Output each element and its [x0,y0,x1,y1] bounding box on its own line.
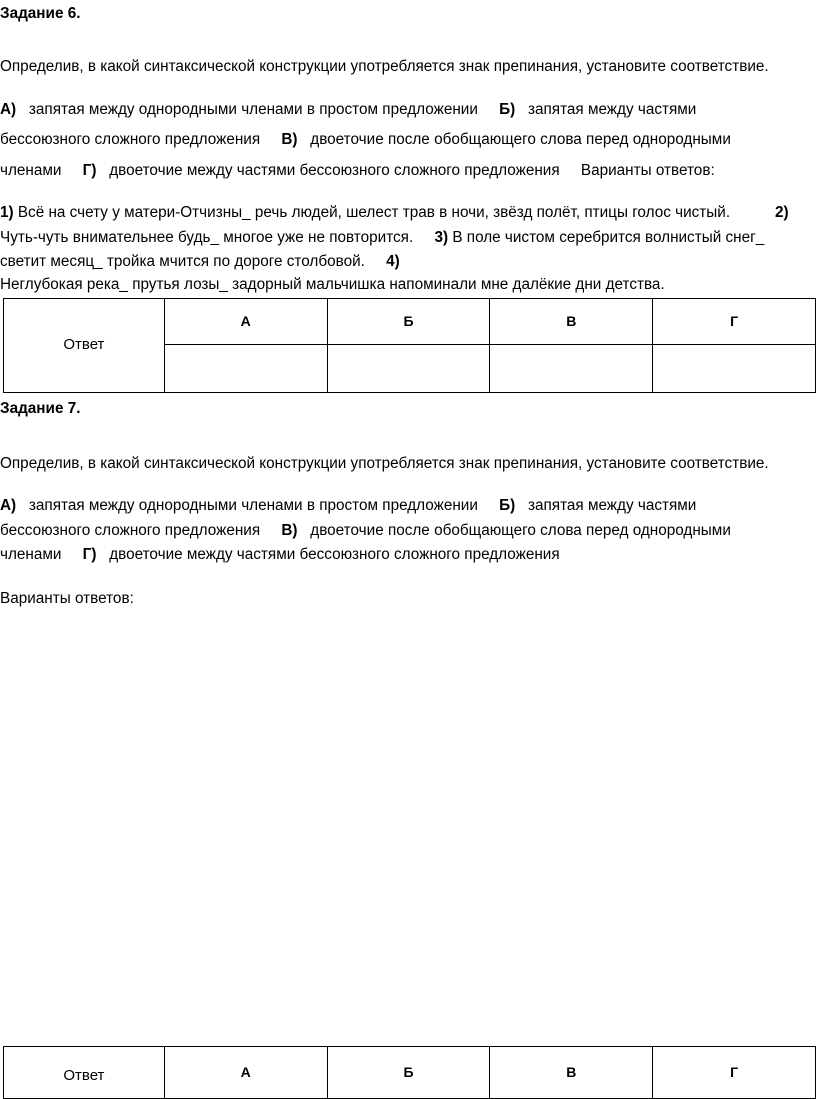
task6-option-v-text: двоеточие после обобщающего слова перед однородными [310,131,731,148]
task7-option-b-text-cont: бессоюзного сложного предложения [0,522,261,539]
task6-option-b-text: запятая между частями [527,101,697,118]
task6-answer-cell-b[interactable] [327,345,490,393]
task7-answer-table [3,1046,816,1099]
task6-answer-table [3,298,816,393]
task7-option-a-label: А) [0,497,17,514]
task6-answer-label: Ответ [4,299,165,393]
task6-option-a-text: запятая между однородными членами в простом предложении [28,101,478,118]
task6-col-b: Б [327,299,490,345]
task7-option-g-label: Г) [82,546,97,563]
task6-sentence3-text: В поле чистом серебрится волнистый снег_ [452,229,765,246]
task6-sentence2-text: Чуть-чуть внимательнее будь_ многое уже не повторится. [0,229,414,246]
task6-option-v-label: В) [281,131,298,148]
task7-col-a: А [164,1047,327,1099]
task7-option-b-text: запятая между частями [527,497,697,514]
task6-instruction: Определив, в какой синтаксической конструкции употребляется знак препинания, установите соответствие. [0,58,769,75]
task6-option-a-label: А) [0,101,17,118]
task6-sentence4-text: Неглубокая река_ прутья лозы_ задорный мальчишка напоминали мне далёкие дни детства. [0,276,665,293]
task7-option-v-label: В) [281,522,298,539]
task7-variants-label: Варианты ответов: [0,590,134,607]
task6-option-b-text-cont: бессоюзного сложного предложения [0,131,261,148]
task6-options-line1 [0,100,696,119]
task7-col-b: Б [327,1047,490,1099]
task6-sentences-line3 [0,252,400,271]
task7-option-v-text-cont: членами [0,546,62,563]
task6-col-v: В [490,299,653,345]
task6-sentence4-num: 4) [386,253,400,270]
task6-options-line2 [0,130,731,149]
task6-sentence1-num: 1) [0,204,14,221]
task6-sentence3-num: 3) [434,229,449,246]
task6-answer-cell-a[interactable] [164,345,327,393]
task6-option-b-label: Б) [499,101,516,118]
task6-col-a: А [164,299,327,345]
task7-option-a-text: запятая между однородными членами в простом предложении [28,497,478,514]
task7-option-v-text: двоеточие после обобщающего слова перед однородными [310,522,731,539]
task6-sentence2-num: 2) [775,204,789,221]
task7-title: Задание 7. [0,400,81,417]
task7-option-b-label: Б) [499,497,516,514]
task7-col-g: Г [653,1047,816,1099]
task7-answer-label: Ответ [4,1047,165,1099]
task6-sentence3-text-cont: светит месяц_ тройка мчится по дороге столбовой. [0,253,365,270]
task6-options-line3 [0,161,715,180]
task7-instruction: Определив, в какой синтаксической конструкции употребляется знак препинания, установите соответствие. [0,455,769,472]
task6-sentences-line2 [0,228,764,247]
task7-col-v: В [490,1047,653,1099]
task6-answer-cell-g[interactable] [653,345,816,393]
task7-options-line2 [0,521,731,540]
task6-answer-cell-v[interactable] [490,345,653,393]
task6-sentence1-text: Всё на счету у матери-Отчизны_ речь людей, шелест трав в ночи, звёзд полёт, птицы голос чистый. [17,204,731,221]
task6-option-g-text: двоеточие между частями бессоюзного сложного предложения [109,162,560,179]
task6-sentences-line1 [0,203,730,222]
task6-title: Задание 6. [0,5,81,22]
task7-options-line3 [0,545,560,564]
task6-option-g-label: Г) [82,162,97,179]
task6-col-g: Г [653,299,816,345]
task7-options-line1 [0,496,696,515]
task6-variants-label: Варианты ответов: [580,162,715,179]
task6-option-v-text-cont: членами [0,162,62,179]
task7-option-g-text: двоеточие между частями бессоюзного сложного предложения [109,546,560,563]
